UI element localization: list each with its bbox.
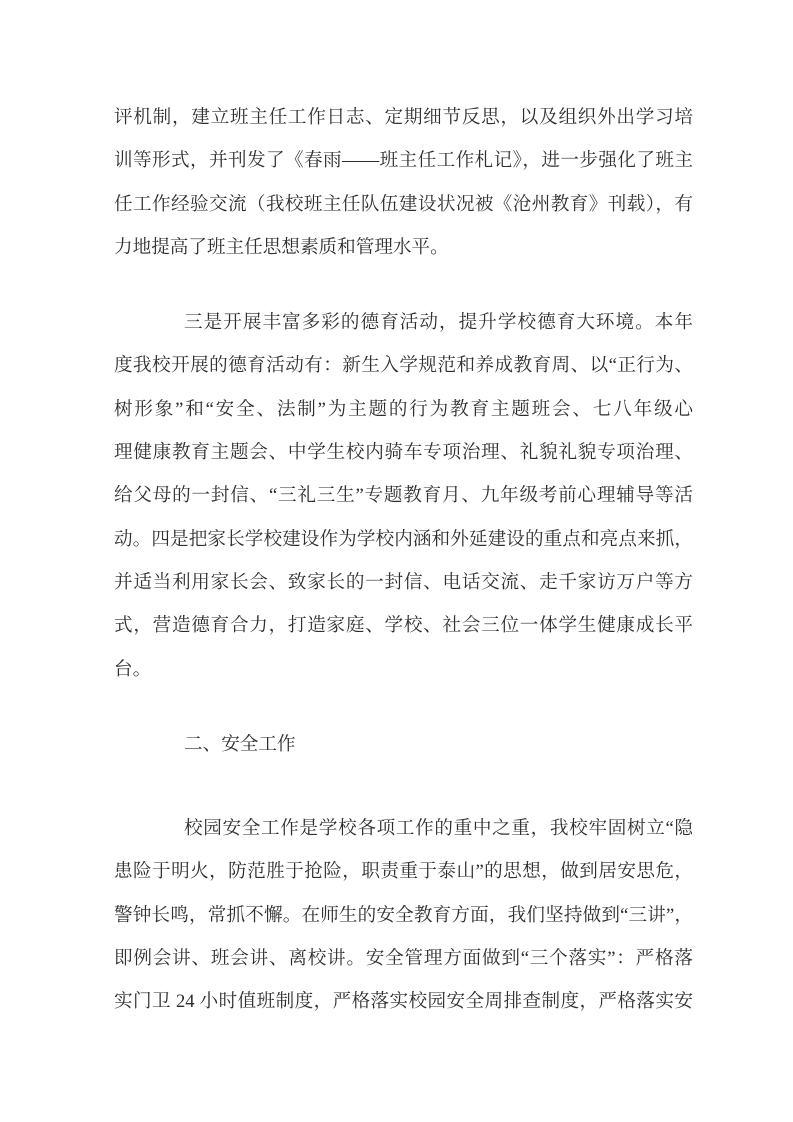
text-line: 警钟长鸣，常抓不懈。在师生的安全教育方面，我们坚持做到“三讲”， bbox=[114, 904, 693, 926]
text-line: 即例会讲、班会讲、离校讲。安全管理方面做到“三个落实”：严格落 bbox=[114, 948, 693, 970]
text-line: 患险于明火，防范胜于抢险，职责重于泰山”的思想，做到居安思危， bbox=[114, 861, 693, 883]
text-line: 树形象”和“安全、法制”为主题的行为教育主题班会、七八年级心 bbox=[114, 398, 693, 420]
text-line: 校园安全工作是学校各项工作的重中之重，我校牢固树立“隐 bbox=[184, 818, 693, 840]
section-heading bbox=[114, 723, 693, 766]
text-line: 理健康教育主题会、中学生校内骑车专项治理、礼貌礼貌专项治理、 bbox=[114, 442, 693, 464]
text-line: 训等形式，并刊发了《春雨——班主任工作札记》，进一步强化了班主 bbox=[114, 150, 693, 172]
text-line: 任工作经验交流（我校班主任队伍建设状况被《沧州教育》刊载），有 bbox=[114, 193, 693, 215]
text-line: 度我校开展的德育活动有：新生入学规范和养成教育周、以“正行为、 bbox=[114, 355, 693, 377]
text-line: 三是开展丰富多彩的德育活动，提升学校德育大环境。本年 bbox=[184, 312, 693, 334]
text-line: 给父母的一封信、“三礼三生”专题教育月、九年级考前心理辅导等活 bbox=[114, 485, 693, 507]
text-line: 评机制，建立班主任工作日志、定期细节反思，以及组织外出学习培 bbox=[114, 107, 693, 128]
text-line: 力地提高了班主任思想素质和管理水平。 bbox=[114, 236, 449, 258]
text-line: 动。四是把家长学校建设作为学校内涵和外延建设的重点和亮点来抓， bbox=[114, 528, 693, 550]
paragraph bbox=[114, 807, 693, 1023]
paragraph bbox=[114, 96, 693, 269]
paragraph bbox=[114, 301, 693, 691]
text-line: 台。 bbox=[114, 658, 152, 680]
text-line: 二、安全工作 bbox=[184, 733, 296, 755]
text-line: 并适当利用家长会、致家长的一封信、电话交流、走千家访万户等方 bbox=[114, 571, 693, 593]
text-line: 式，营造德育合力，打造家庭、学校、社会三位一体学生健康成长平 bbox=[114, 615, 693, 637]
text-line: 实门卫 24 小时值班制度，严格落实校园安全周排查制度，严格落实安 bbox=[114, 991, 693, 1013]
